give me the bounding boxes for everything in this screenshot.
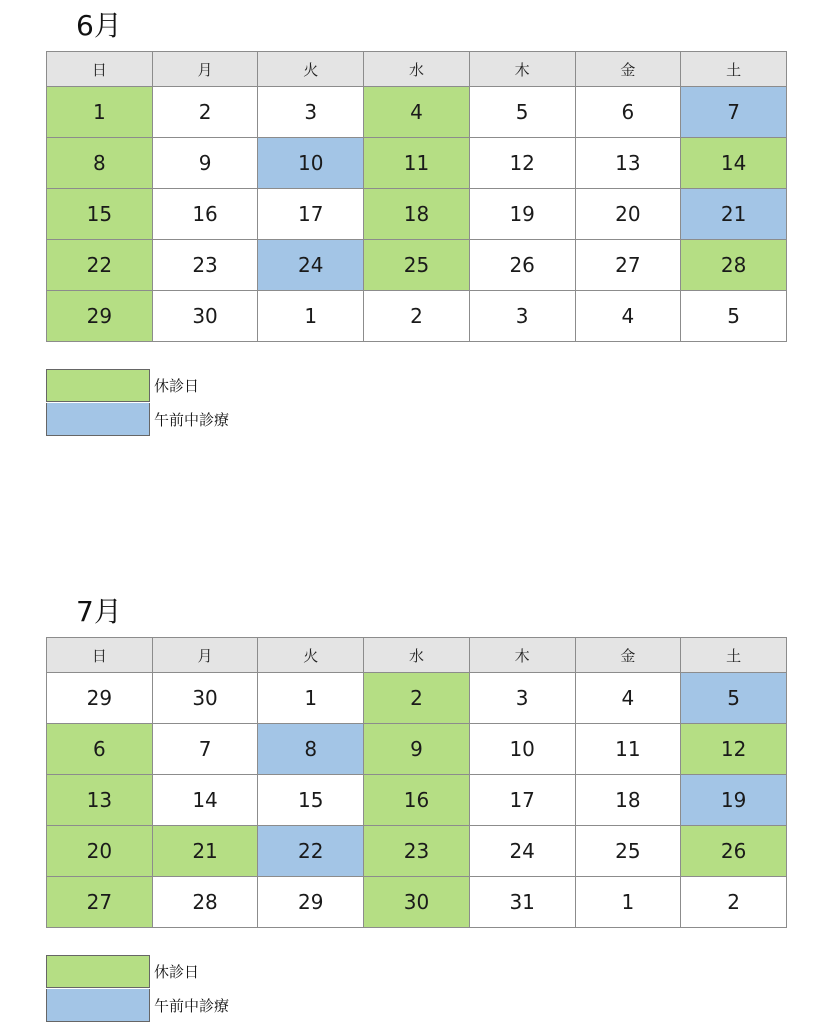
day-cell: 4 (364, 87, 470, 138)
day-cell: 5 (681, 673, 787, 724)
day-cell: 14 (681, 138, 787, 189)
weekday-header-row (47, 638, 787, 673)
legend-swatch-morning (46, 989, 150, 1022)
weekday-sat: 土 (681, 638, 787, 673)
day-cell: 9 (364, 724, 470, 775)
day-cell: 6 (575, 87, 681, 138)
weekday-fri: 金 (575, 638, 681, 673)
day-cell: 2 (364, 673, 470, 724)
day-cell: 15 (47, 189, 153, 240)
day-cell: 19 (469, 189, 575, 240)
week-row (47, 673, 787, 724)
weekday-tue: 火 (258, 638, 364, 673)
month-title: 7月 (76, 595, 122, 628)
week-row (47, 724, 787, 775)
week-row (47, 87, 787, 138)
day-cell: 6 (47, 724, 153, 775)
day-cell: 22 (47, 240, 153, 291)
day-cell: 2 (364, 291, 470, 342)
day-cell: 3 (258, 87, 364, 138)
day-cell: 24 (469, 826, 575, 877)
day-cell: 5 (681, 291, 787, 342)
day-cell: 21 (152, 826, 258, 877)
day-cell: 20 (47, 826, 153, 877)
day-cell: 1 (258, 291, 364, 342)
day-cell: 9 (152, 138, 258, 189)
legend-label-closed: 休診日 (154, 376, 200, 395)
day-cell: 3 (469, 673, 575, 724)
day-cell: 4 (575, 291, 681, 342)
week-row (47, 291, 787, 342)
day-cell: 16 (364, 775, 470, 826)
weekday-mon: 月 (152, 52, 258, 87)
day-cell: 22 (258, 826, 364, 877)
day-cell: 11 (575, 724, 681, 775)
day-cell: 27 (47, 877, 153, 928)
day-cell: 16 (152, 189, 258, 240)
day-cell: 18 (575, 775, 681, 826)
day-cell: 1 (258, 673, 364, 724)
day-cell: 3 (469, 291, 575, 342)
day-cell: 25 (364, 240, 470, 291)
legend-swatch-closed (46, 369, 150, 402)
day-cell: 21 (681, 189, 787, 240)
day-cell: 1 (575, 877, 681, 928)
day-cell: 8 (47, 138, 153, 189)
day-cell: 2 (152, 87, 258, 138)
day-cell: 1 (47, 87, 153, 138)
day-cell: 28 (681, 240, 787, 291)
weekday-thu: 木 (469, 52, 575, 87)
day-cell: 15 (258, 775, 364, 826)
day-cell: 27 (575, 240, 681, 291)
legend-label-closed: 休診日 (154, 962, 200, 981)
calendar-table (46, 637, 787, 928)
day-cell: 24 (258, 240, 364, 291)
day-cell: 12 (681, 724, 787, 775)
legend (46, 368, 229, 436)
legend-label-morning: 午前中診療 (154, 410, 230, 429)
day-cell: 8 (258, 724, 364, 775)
day-cell: 28 (152, 877, 258, 928)
day-cell: 4 (575, 673, 681, 724)
legend-label-morning: 午前中診療 (154, 996, 230, 1015)
weekday-fri: 金 (575, 52, 681, 87)
day-cell: 23 (364, 826, 470, 877)
day-cell: 30 (152, 291, 258, 342)
weekday-sun: 日 (47, 52, 153, 87)
day-cell: 7 (152, 724, 258, 775)
weekday-wed: 水 (364, 52, 470, 87)
day-cell: 2 (681, 877, 787, 928)
day-cell: 13 (47, 775, 153, 826)
weekday-wed: 水 (364, 638, 470, 673)
week-row (47, 240, 787, 291)
day-cell: 11 (364, 138, 470, 189)
legend-item-closed (46, 954, 229, 988)
day-cell: 26 (681, 826, 787, 877)
weekday-sat: 土 (681, 52, 787, 87)
day-cell: 17 (469, 775, 575, 826)
day-cell: 14 (152, 775, 258, 826)
day-cell: 17 (258, 189, 364, 240)
day-cell: 29 (47, 291, 153, 342)
legend-item-closed (46, 368, 229, 402)
calendar-table (46, 51, 787, 342)
day-cell: 30 (152, 673, 258, 724)
day-cell: 7 (681, 87, 787, 138)
day-cell: 29 (47, 673, 153, 724)
week-row (47, 189, 787, 240)
day-cell: 18 (364, 189, 470, 240)
weekday-thu: 木 (469, 638, 575, 673)
weekday-header-row (47, 52, 787, 87)
legend-swatch-morning (46, 403, 150, 436)
week-row (47, 138, 787, 189)
day-cell: 26 (469, 240, 575, 291)
day-cell: 31 (469, 877, 575, 928)
week-row (47, 826, 787, 877)
legend-item-morning (46, 988, 229, 1022)
week-row (47, 877, 787, 928)
day-cell: 12 (469, 138, 575, 189)
day-cell: 19 (681, 775, 787, 826)
legend-swatch-closed (46, 955, 150, 988)
day-cell: 13 (575, 138, 681, 189)
day-cell: 5 (469, 87, 575, 138)
weekday-sun: 日 (47, 638, 153, 673)
day-cell: 20 (575, 189, 681, 240)
week-row (47, 775, 787, 826)
weekday-tue: 火 (258, 52, 364, 87)
legend-item-morning (46, 402, 229, 436)
legend (46, 954, 229, 1022)
month-title: 6月 (76, 9, 122, 42)
day-cell: 10 (258, 138, 364, 189)
day-cell: 30 (364, 877, 470, 928)
weekday-mon: 月 (152, 638, 258, 673)
day-cell: 25 (575, 826, 681, 877)
day-cell: 10 (469, 724, 575, 775)
day-cell: 23 (152, 240, 258, 291)
day-cell: 29 (258, 877, 364, 928)
